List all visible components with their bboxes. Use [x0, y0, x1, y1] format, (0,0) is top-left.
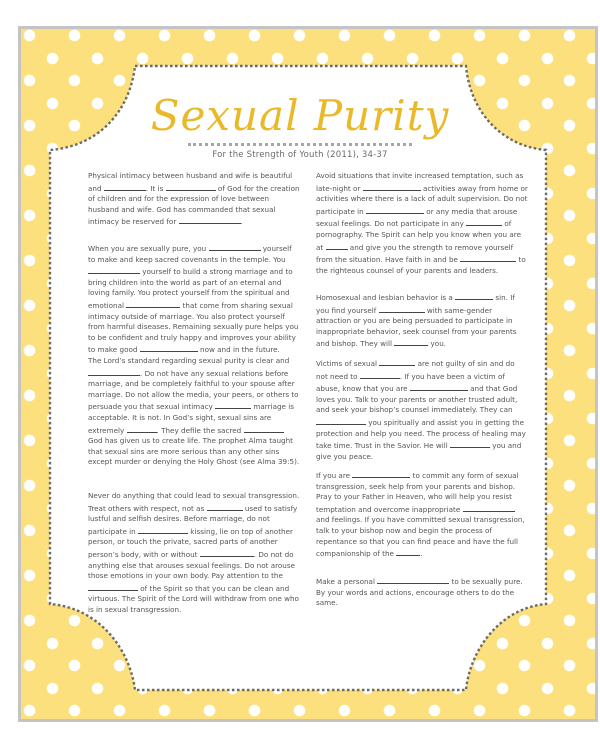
fill-in-blank[interactable] [455, 291, 493, 300]
fill-in-blank[interactable] [209, 242, 261, 251]
fill-in-blank[interactable] [360, 370, 400, 379]
fill-in-blank[interactable] [352, 469, 410, 478]
fill-in-blank[interactable] [104, 182, 146, 191]
title-divider [188, 143, 412, 146]
fill-in-blank[interactable] [316, 416, 366, 425]
fill-in-blank[interactable] [244, 424, 284, 433]
fill-in-blank[interactable] [363, 182, 421, 191]
fill-in-blank[interactable] [88, 367, 140, 376]
paragraph-sexually-pure: When you are sexually pure, you yourself to make and keep sacred covenants in the temple. You yourself to build a strong marriage and to bring children into the world as part of an eternal and loving family. You protect yourself from the spiritual and emotional that come from sharing sexual intimacy outside of marriage. You also protect yourself from harmful diseases. Remaining sexually pure helps you to be confident and truly happy and improves your ability to make good now and in the future. [88, 244, 299, 355]
fill-in-blank[interactable] [450, 439, 490, 448]
fill-in-blank[interactable] [88, 265, 140, 274]
fill-in-blank[interactable] [379, 357, 415, 366]
paragraph-if-you-are-tempted: If you are to commit any form of sexual transgression, seek help from your parents and bishop. Pray to your Father in Heaven, who will help you resist temptation and overcome inappropriate and feelings. If you have committed sexual transgression, talk to your bishop now and begin the process of repentance so that you can find peace and have the full companionship of the . [316, 471, 525, 559]
paragraph-make-personal: Make a personal to be sexually pure. By your words and actions, encourage others to do the same. [316, 577, 523, 608]
page-subtitle: For the Strength of Youth (2011), 34-37 [212, 150, 388, 160]
paragraph-lords-standard: The Lord’s standard regarding sexual purity is clear and . Do not have any sexual relations before marriage, and be completely faithful to your spouse after marriage. Do not allow the media, your peers, or others to persuade you that sexual intimacy marriage is acceptable. It is not. In God’s sight, sexual sins are extremely . They defile the sacred God has given us to create life. The prophet Alma taught that sexual sins are more serious than any other sins except murder or denying the Holy Ghost (see Alma 39:5). [88, 356, 300, 467]
fill-in-blank[interactable] [200, 548, 254, 557]
fill-in-blank[interactable] [460, 253, 516, 262]
fill-in-blank[interactable] [396, 547, 420, 556]
fill-in-blank[interactable] [215, 400, 251, 409]
fill-in-blank[interactable] [127, 424, 157, 433]
paragraph-homosexual-behavior: Homosexual and lesbian behavior is a sin. If you find yourself with same-gender attraction or you are being persuaded to participate in inappropriate behavior, seek counsel from your parents and bishop. They will you. [316, 293, 517, 349]
fill-in-blank[interactable] [166, 182, 216, 191]
fill-in-blank[interactable] [377, 575, 449, 584]
fill-in-blank[interactable] [326, 241, 348, 250]
fill-in-blank[interactable] [207, 502, 243, 511]
fill-in-blank[interactable] [126, 299, 180, 308]
fill-in-blank[interactable] [140, 343, 198, 352]
fill-in-blank[interactable] [179, 215, 241, 224]
fill-in-blank[interactable] [466, 217, 502, 226]
page-title: Sexual Purity [150, 91, 450, 140]
fill-in-blank[interactable] [88, 582, 138, 591]
paragraph-victims: Victims of sexual are not guilty of sin and do not need to . If you have been a victim of abuse, know that you are and that God loves you. Talk to your parents or another trusted adult, and seek your bishop’s counsel immediately. They can you spiritually and assist you in getting the protection and help you need. The process of healing may take time. Trust in the Savior. He will you and give you peace. [316, 359, 526, 461]
paragraph-avoid-situations: Avoid situations that invite increased temptation, such as late-night or activities away from home or activities where there is a lack of adult supervision. Do not participate in or any media that arouse sexual feelings. Do not participate in any of pornography. The Spirit can help you know when you are at and give you the strength to remove yourself from the situation. Have faith in and be to the righteous counsel of your parents and leaders. [316, 171, 528, 275]
fill-in-blank[interactable] [138, 525, 188, 534]
fill-in-blank[interactable] [379, 304, 425, 313]
paragraph-never-do-anything: Never do anything that could lead to sexual transgression. Treat others with respect, not as used to satisfy lustful and selfish desires. Before marriage, do not participate in kissing, lie on top of another person, or touch the private, sacred parts of another person’s body, with or without . Do not do anything else that arouses sexual feelings. Do not arouse those emotions in your own body. Pay attention to the of the Spirit so that you can be clean and virtuous. The Spirit of the Lord will withdraw from one who is in sexual transgression. [88, 491, 300, 614]
fill-in-blank[interactable] [366, 205, 424, 214]
fill-in-blank[interactable] [410, 382, 468, 391]
paragraph-physical-intimacy: Physical intimacy between husband and wife is beautiful and . It is of God for the creation of children and for the expression of love between husband and wife. God has commanded that sexual intimacy be reserved for . [88, 171, 300, 227]
fill-in-blank[interactable] [394, 337, 428, 346]
fill-in-blank[interactable] [463, 503, 515, 512]
